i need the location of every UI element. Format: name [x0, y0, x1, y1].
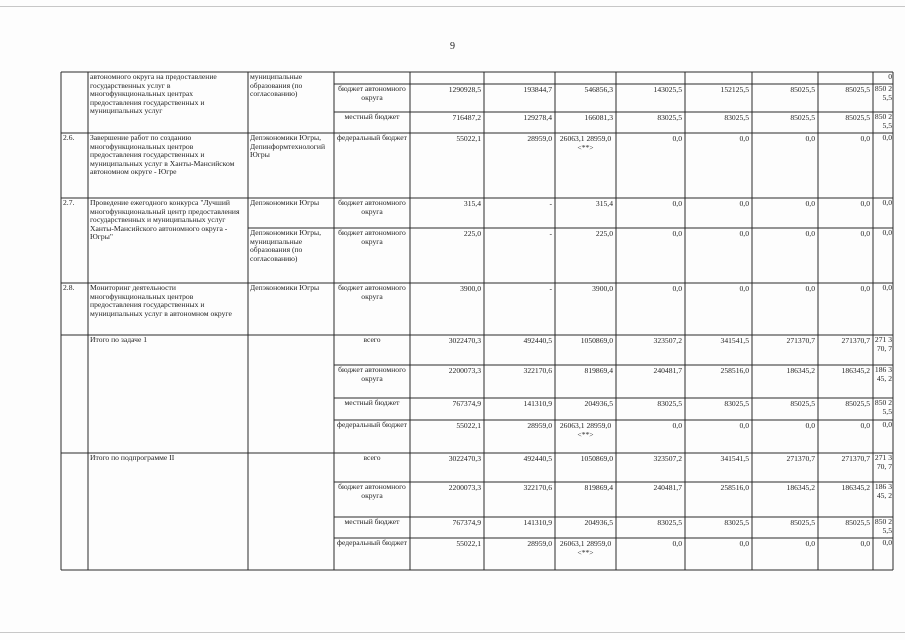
amount-cell: 0 — [888, 72, 892, 81]
amount-cell: 0,0 — [739, 199, 749, 208]
page-number: 9 — [450, 41, 455, 52]
amount-cell: 85025,5 — [790, 399, 815, 408]
amount-cell: 1050869,0 — [580, 336, 613, 345]
amount-cell: 26063,1 28959,0 <**> — [559, 539, 612, 557]
amount-cell: 0,0 — [672, 199, 682, 208]
amount-cell: 28959,0 — [527, 539, 552, 548]
row-number — [61, 335, 88, 453]
amount-cell: 0,0 — [860, 199, 870, 208]
amount-cell: 492440,5 — [523, 454, 552, 463]
amount-cell: 55022,1 — [456, 134, 481, 143]
amount-cell: 83025,5 — [657, 399, 682, 408]
amount-cell: 26063,1 28959,0 <**> — [559, 421, 612, 439]
amount-cell: 0,0 — [882, 283, 892, 292]
amount-cell: 204936,5 — [584, 518, 613, 527]
amount-cell: 2200073,3 — [448, 366, 481, 375]
amount-cell: 850 25,5 — [874, 112, 892, 130]
scan-edge-top — [0, 6, 905, 7]
row-executor: Депэкономики Югры, муниципальные образования (по согласованию) — [250, 228, 322, 263]
amount-cell: 716487,2 — [452, 113, 481, 122]
row-executor: Депэкономики Югры, Депинформтехнологий Югры — [250, 133, 326, 160]
funding-source: бюджет автономного округа — [338, 365, 406, 383]
amount-cell: 186345,2 — [841, 366, 870, 375]
amount-cell — [555, 72, 616, 84]
amount-cell: 819869,4 — [584, 366, 613, 375]
amount-cell: 166081,3 — [584, 113, 613, 122]
amount-cell: 271370,7 — [841, 454, 870, 463]
amount-cell: 3900,0 — [592, 284, 613, 293]
amount-cell: 0,0 — [739, 229, 749, 238]
funding-source: бюджет автономного округа — [338, 84, 406, 102]
amount-cell: 83025,5 — [724, 399, 749, 408]
row-executor: Депэкономики Югры — [250, 283, 320, 292]
amount-cell: 0,0 — [672, 229, 682, 238]
amount-cell: 0,0 — [739, 284, 749, 293]
funding-source: всего — [363, 335, 381, 344]
amount-cell: 83025,5 — [657, 113, 682, 122]
amount-cell: 258516,0 — [720, 483, 749, 492]
amount-cell: 323507,2 — [653, 454, 682, 463]
amount-cell: 28959,0 — [527, 421, 552, 430]
amount-cell: 0,0 — [672, 134, 682, 143]
amount-cell: 0,0 — [805, 421, 815, 430]
amount-cell: 323507,2 — [653, 336, 682, 345]
amount-cell: 186 345, 2 — [874, 365, 892, 383]
amount-cell: 0,0 — [860, 229, 870, 238]
amount-cell: 55022,1 — [456, 539, 481, 548]
amount-cell: 271 370, 7 — [874, 335, 892, 353]
amount-cell: 240481,7 — [653, 366, 682, 375]
amount-cell: 322170,6 — [523, 366, 552, 375]
funding-source: местный бюджет — [344, 398, 400, 407]
amount-cell: 0,0 — [882, 420, 892, 429]
amount-cell: 258516,0 — [720, 366, 749, 375]
amount-cell — [752, 72, 818, 84]
row-number — [61, 72, 88, 133]
row-name: Итого по задаче 1 — [90, 335, 148, 344]
funding-source: бюджет автономного округа — [338, 198, 406, 216]
amount-cell: 0,0 — [882, 228, 892, 237]
amount-cell: 85025,5 — [845, 399, 870, 408]
amount-cell: 129278,4 — [523, 113, 552, 122]
row-number: 2.7. — [63, 198, 75, 207]
amount-cell: 186 345, 2 — [874, 482, 892, 500]
amount-cell — [685, 72, 752, 84]
amount-cell: 2200073,3 — [448, 483, 481, 492]
amount-cell: 315,4 — [463, 199, 481, 208]
amount-cell: 28959,0 — [527, 134, 552, 143]
amount-cell: 546856,3 — [584, 85, 613, 94]
amount-cell: 271370,7 — [786, 454, 815, 463]
amount-cell: 767374,9 — [452, 518, 481, 527]
amount-cell: 83025,5 — [657, 518, 682, 527]
amount-cell: 186345,2 — [841, 483, 870, 492]
funding-source: федеральный бюджет — [337, 538, 407, 547]
amount-cell: 85025,5 — [845, 518, 870, 527]
amount-cell: 850 25,5 — [874, 517, 892, 535]
row-name: Проведение ежегодного конкурса "Лучший многофункциональный центр предоставления государственных и муниципальных услуг Ханты-Мансийского автономного округа - Югры" — [90, 198, 240, 242]
amount-cell: 186345,2 — [786, 366, 815, 375]
amount-cell — [616, 72, 685, 84]
amount-cell: 26063,1 28959,0 <**> — [559, 134, 612, 152]
amount-cell: 193844,7 — [523, 85, 552, 94]
amount-cell: 240481,7 — [653, 483, 682, 492]
amount-cell: 0,0 — [805, 134, 815, 143]
amount-cell: 141310,9 — [523, 399, 552, 408]
amount-cell — [410, 72, 484, 84]
amount-cell — [818, 72, 873, 84]
amount-cell: 819869,4 — [584, 483, 613, 492]
amount-cell: 152125,5 — [720, 85, 749, 94]
row-name: Итого по подпрограмме II — [90, 453, 175, 462]
amount-cell: 3022470,3 — [448, 336, 481, 345]
amount-cell: 0,0 — [805, 284, 815, 293]
amount-cell: 0,0 — [739, 539, 749, 548]
row-name: Завершение работ по созданию многофункциональных центров предоставления государственных и муниципальных услуг в Ханты-Мансийском автономном округе - Югре — [90, 133, 235, 177]
amount-cell: 0,0 — [672, 421, 682, 430]
row-number — [61, 453, 88, 570]
amount-cell: 0,0 — [739, 421, 749, 430]
amount-cell: 492440,5 — [523, 336, 552, 345]
row-executor: муниципальные образования (по согласованию) — [250, 72, 303, 99]
funding-source: бюджет автономного округа — [338, 228, 406, 246]
amount-cell: 1290928,5 — [448, 85, 481, 94]
scan-edge-bottom — [0, 632, 905, 633]
amount-cell: 83025,5 — [724, 113, 749, 122]
funding-source: федеральный бюджет — [337, 133, 407, 142]
funding-source: всего — [363, 453, 381, 462]
funding-source: местный бюджет — [344, 112, 400, 121]
amount-cell: 143025,5 — [653, 85, 682, 94]
amount-cell: 55022,1 — [456, 421, 481, 430]
amount-cell: 0,0 — [805, 199, 815, 208]
amount-cell: 186345,2 — [786, 483, 815, 492]
amount-cell: 0,0 — [882, 133, 892, 142]
amount-cell: 85025,5 — [845, 113, 870, 122]
amount-cell: 85025,5 — [845, 85, 870, 94]
amount-cell: 850 25,5 — [874, 398, 892, 416]
amount-cell: - — [549, 284, 552, 293]
amount-cell: 0,0 — [805, 229, 815, 238]
funding-source: местный бюджет — [344, 517, 400, 526]
amount-cell: 85025,5 — [790, 85, 815, 94]
amount-cell: 85025,5 — [790, 518, 815, 527]
amount-cell: 1050869,0 — [580, 454, 613, 463]
amount-cell: 315,4 — [595, 199, 613, 208]
row-executor: Депэкономики Югры — [250, 198, 320, 207]
row-name: автономного округа на предоставление государственных услуг в многофункциональных центрах предоставления государственных и муниципальных услуг — [90, 72, 217, 116]
amount-cell: 204936,5 — [584, 399, 613, 408]
funding-source: бюджет автономного округа — [338, 482, 406, 500]
amount-cell: 3900,0 — [460, 284, 481, 293]
row-name: Мониторинг деятельности многофункциональных центров предоставления государственных и муниципальных услуг в автономном округе — [90, 283, 232, 318]
amount-cell: 341541,5 — [720, 336, 749, 345]
amount-cell: 271 370, 7 — [874, 453, 892, 471]
amount-cell: 3022470,3 — [448, 454, 481, 463]
amount-cell: 0,0 — [672, 284, 682, 293]
amount-cell: 225,0 — [463, 229, 481, 238]
amount-cell: 225,0 — [595, 229, 613, 238]
amount-cell: 271370,7 — [841, 336, 870, 345]
amount-cell: 767374,9 — [452, 399, 481, 408]
amount-cell: 850 25,5 — [874, 84, 892, 102]
amount-cell: 0,0 — [882, 538, 892, 547]
amount-cell — [484, 72, 555, 84]
amount-cell: 322170,6 — [523, 483, 552, 492]
amount-cell: 0,0 — [860, 539, 870, 548]
amount-cell: 0,0 — [805, 539, 815, 548]
row-executor — [248, 453, 334, 570]
amount-cell: 85025,5 — [790, 113, 815, 122]
amount-cell: 0,0 — [860, 421, 870, 430]
amount-cell: 0,0 — [739, 134, 749, 143]
amount-cell: 83025,5 — [724, 518, 749, 527]
amount-cell: 271370,7 — [786, 336, 815, 345]
amount-cell: 0,0 — [860, 284, 870, 293]
amount-cell: 0,0 — [860, 134, 870, 143]
funding-source: бюджет автономного округа — [338, 283, 406, 301]
amount-cell: - — [549, 229, 552, 238]
amount-cell: 0,0 — [672, 539, 682, 548]
amount-cell: 141310,9 — [523, 518, 552, 527]
funding-source: федеральный бюджет — [337, 420, 407, 429]
funding-source — [334, 72, 410, 84]
amount-cell: - — [549, 199, 552, 208]
amount-cell: 0,0 — [882, 198, 892, 207]
row-executor — [248, 335, 334, 453]
row-number: 2.6. — [63, 133, 75, 142]
amount-cell: 341541,5 — [720, 454, 749, 463]
row-number: 2.8. — [63, 283, 75, 292]
